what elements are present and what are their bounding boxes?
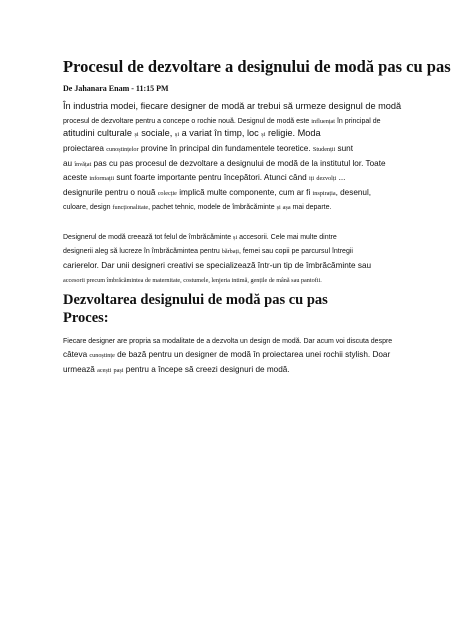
text-segment: culoare, design xyxy=(63,204,113,211)
text-segment: pași xyxy=(113,367,124,374)
text-segment: , pachet tehnic, modele de îmbrăcăminte xyxy=(148,204,277,211)
text-line xyxy=(63,270,322,286)
text-segment: ... xyxy=(336,173,346,182)
text-segment: acești xyxy=(97,367,112,374)
text-segment: cunoștințe xyxy=(89,352,115,359)
text-segment: de bază pentru un designer de modă în proiectarea unei rochii stylish. Doar xyxy=(114,350,391,359)
text-segment: pas cu pas procesul de dezvoltare a designului de modă de la institutul lor. Toate xyxy=(91,159,386,168)
text-segment: , femei sau copii pe parcursul întregii xyxy=(238,248,353,255)
text-segment: au xyxy=(63,159,75,168)
text-segment: carierelor. Dar unii designeri creativi se specializează într-un tip de îmbrăcăminte sau xyxy=(63,261,372,270)
text-segment: Fiecare designer are propria sa modalitate de a dezvolta un design de modă. Dar acum voi discuta despre xyxy=(63,338,393,345)
section-heading: Dezvoltarea designului de modă pas cu pas xyxy=(63,292,328,308)
text-segment: și xyxy=(134,131,139,138)
text-line xyxy=(63,241,353,257)
text-segment: sunt xyxy=(335,144,354,153)
text-segment: de mână sau pantofii. xyxy=(267,277,322,284)
text-segment: religie. Moda xyxy=(265,128,321,138)
text-segment: a variat în timp, loc xyxy=(179,128,262,138)
text-segment: cunoștințelor xyxy=(106,146,139,153)
text-line xyxy=(63,139,353,155)
text-segment: dezvolți xyxy=(316,175,337,182)
text-segment: accesorii precum îmbrăcămintea de maternitate, costumele, lenjeria intimă, xyxy=(63,277,251,284)
text-segment: colecție xyxy=(157,190,177,197)
text-segment: accesorii. Cele mai multe dintre xyxy=(237,234,337,241)
text-segment: Designerul de modă creează tot felul de îmbrăcăminte xyxy=(63,234,234,241)
text-segment: iți xyxy=(308,175,315,182)
text-segment: atitudini culturale xyxy=(63,128,135,138)
text-segment: designerii aleg să lucreze în îmbrăcămintea pentru xyxy=(63,248,222,255)
text-line xyxy=(63,124,321,140)
text-segment: sunt foarte importante pentru începători. Atunci când xyxy=(114,173,309,182)
text-segment: , desenul, xyxy=(335,188,372,197)
byline: De Jahanara Enam - 11:15 PM xyxy=(63,84,169,93)
section-subheading: Proces: xyxy=(63,310,109,326)
text-segment: bărbați xyxy=(221,248,239,255)
text-line xyxy=(63,168,345,184)
text-segment: funcționalitate xyxy=(112,204,149,211)
text-segment: Studenții xyxy=(312,146,336,153)
text-segment: pentru a începe să creezi designuri de modă. xyxy=(123,365,290,374)
text-segment: implică multe componente, cum ar fi xyxy=(176,188,313,197)
text-segment: câteva xyxy=(63,350,90,359)
text-segment: mai departe. xyxy=(290,204,332,211)
text-segment: informații xyxy=(89,175,115,182)
text-segment: aceste xyxy=(63,173,90,182)
text-segment: și xyxy=(174,131,180,138)
text-line xyxy=(63,360,290,376)
text-segment: În industria modei, fiecare designer de modă ar trebui să urmeze designul de modă xyxy=(63,101,402,111)
text-segment: și xyxy=(276,204,281,211)
text-segment: învățat xyxy=(74,161,92,168)
text-segment: urmează xyxy=(63,365,98,374)
text-segment: gențile xyxy=(250,277,268,284)
document-title: Procesul de dezvoltare a designului de modă pas cu pas xyxy=(63,57,451,76)
text-line xyxy=(63,197,331,213)
text-segment: sociale, xyxy=(138,128,175,138)
text-segment: și xyxy=(233,234,238,241)
text-segment: în principal de xyxy=(335,118,381,125)
text-segment: procesul de dezvoltare pentru a concepe o rochie nouă. Designul de modă este xyxy=(63,118,312,125)
text-segment: provine în principal din fundamentele teoretice. xyxy=(138,144,313,153)
text-segment: designurile pentru o nouă xyxy=(63,188,158,197)
text-segment: și xyxy=(261,131,266,138)
text-segment: proiectarea xyxy=(63,144,107,153)
text-segment: inspirația xyxy=(312,190,336,197)
text-segment: influențat xyxy=(311,118,335,125)
text-segment: așa xyxy=(282,204,291,211)
text-line xyxy=(63,345,390,361)
